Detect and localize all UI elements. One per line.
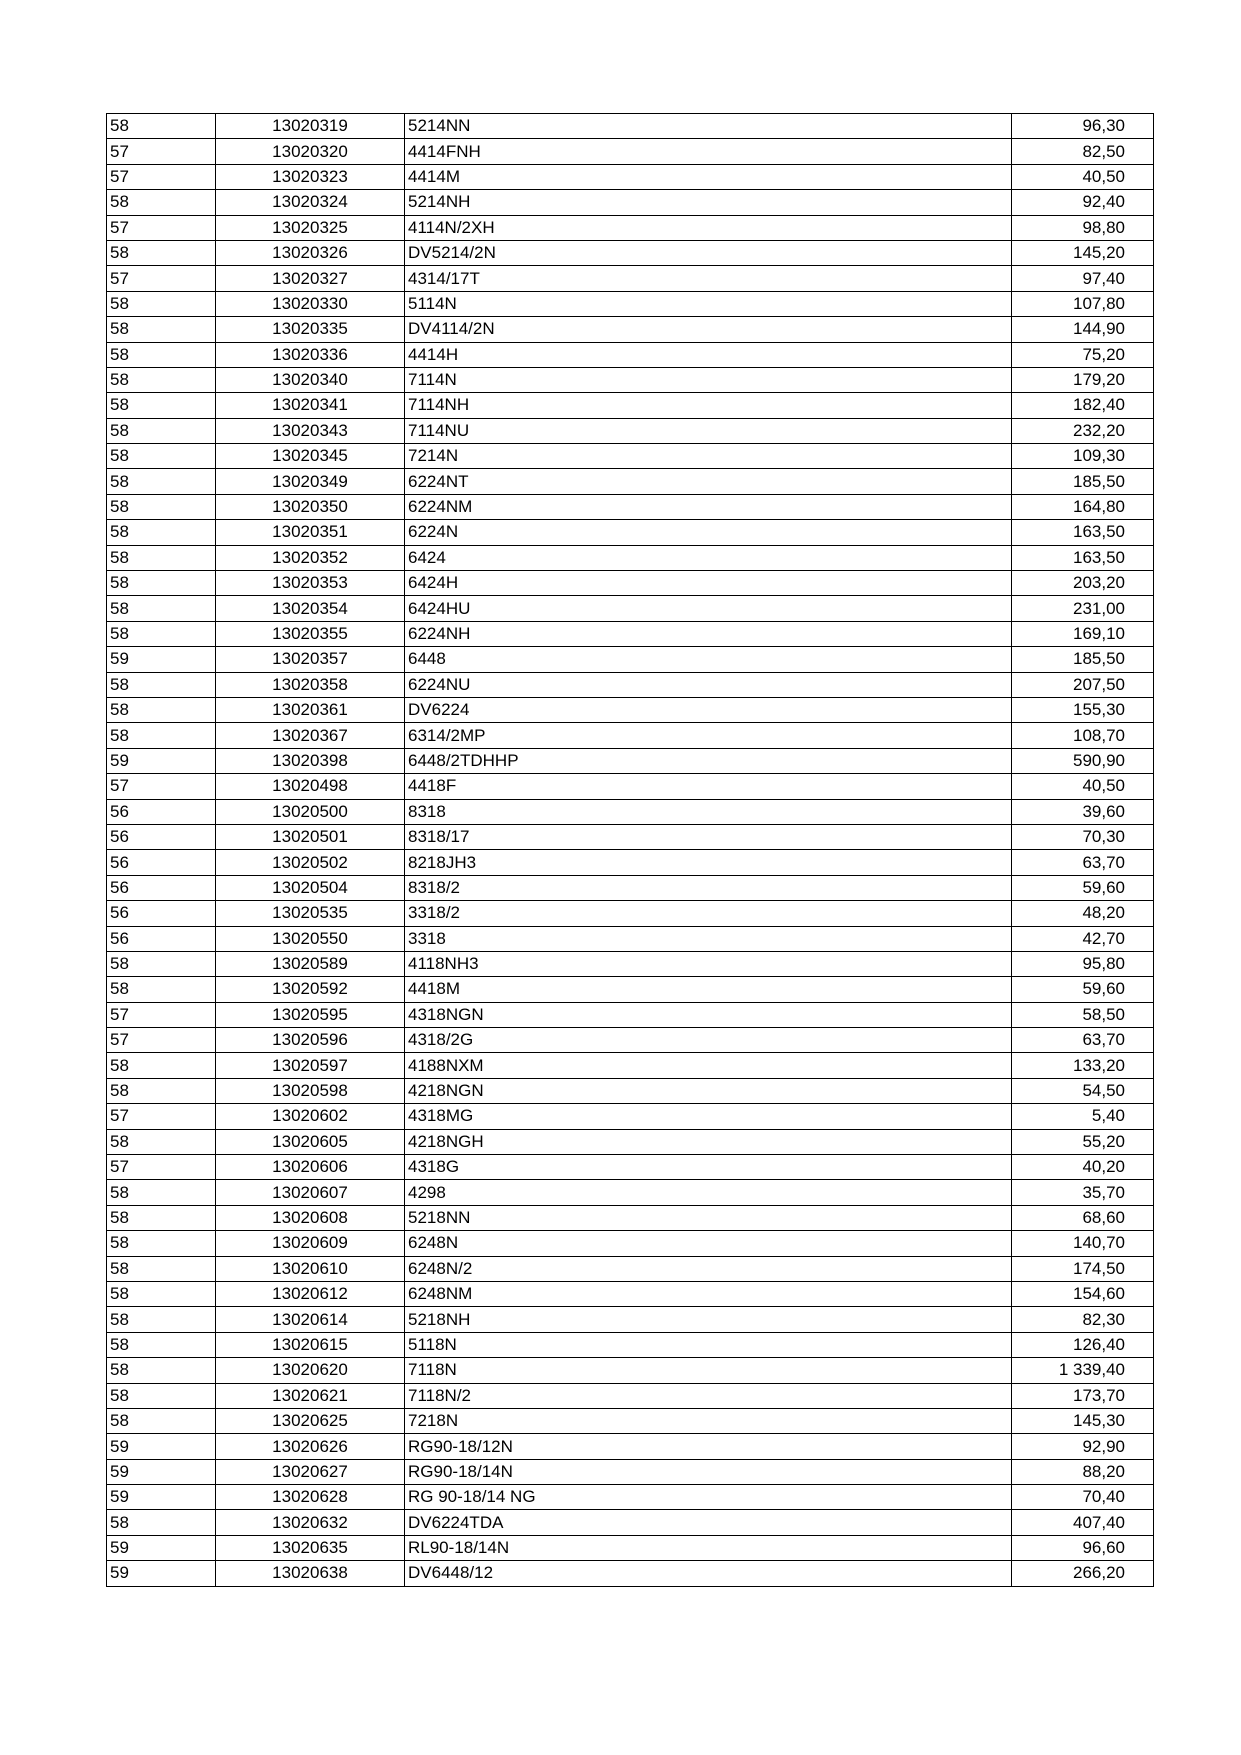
model-cell: 5214NH — [405, 190, 1012, 215]
model-cell: 7114N — [405, 367, 1012, 392]
group-cell: 58 — [107, 1281, 216, 1306]
group-cell: 58 — [107, 1231, 216, 1256]
table-row — [107, 1434, 1154, 1459]
article-code-cell: 13020504 — [216, 875, 405, 900]
group-cell: 57 — [107, 1104, 216, 1129]
table-row — [107, 1028, 1154, 1053]
model-cell: 4318MG — [405, 1104, 1012, 1129]
group-cell: 57 — [107, 215, 216, 240]
table-row — [107, 875, 1154, 900]
article-code-cell: 13020336 — [216, 342, 405, 367]
model-cell: 7118N — [405, 1358, 1012, 1383]
model-cell: 5218NN — [405, 1205, 1012, 1230]
table-row — [107, 1561, 1154, 1586]
table-row — [107, 748, 1154, 773]
price-cell: 155,30 — [1012, 697, 1154, 722]
model-cell: 4418F — [405, 774, 1012, 799]
table-row — [107, 774, 1154, 799]
group-cell: 58 — [107, 342, 216, 367]
price-cell: 95,80 — [1012, 951, 1154, 976]
model-cell: 4118NH3 — [405, 951, 1012, 976]
group-cell: 58 — [107, 697, 216, 722]
article-code-cell: 13020614 — [216, 1307, 405, 1332]
price-cell: 144,90 — [1012, 317, 1154, 342]
price-cell: 185,50 — [1012, 469, 1154, 494]
price-cell: 107,80 — [1012, 291, 1154, 316]
model-cell: DV5214/2N — [405, 240, 1012, 265]
article-code-cell: 13020319 — [216, 114, 405, 139]
group-cell: 57 — [107, 266, 216, 291]
group-cell: 58 — [107, 469, 216, 494]
group-cell: 58 — [107, 1053, 216, 1078]
group-cell: 57 — [107, 164, 216, 189]
table-row — [107, 1459, 1154, 1484]
price-cell: 88,20 — [1012, 1459, 1154, 1484]
table-row — [107, 139, 1154, 164]
model-cell: 4218NGN — [405, 1078, 1012, 1103]
group-cell: 57 — [107, 1028, 216, 1053]
article-code-cell: 13020343 — [216, 418, 405, 443]
article-code-cell: 13020350 — [216, 494, 405, 519]
price-cell: 40,50 — [1012, 164, 1154, 189]
price-cell: 173,70 — [1012, 1383, 1154, 1408]
price-cell: 266,20 — [1012, 1561, 1154, 1586]
article-code-cell: 13020610 — [216, 1256, 405, 1281]
model-cell: 6224NM — [405, 494, 1012, 519]
table-row — [107, 1485, 1154, 1510]
table-row — [107, 571, 1154, 596]
model-cell: RG 90-18/14 NG — [405, 1485, 1012, 1510]
table-row — [107, 494, 1154, 519]
price-cell: 182,40 — [1012, 393, 1154, 418]
model-cell: 4318NGN — [405, 1002, 1012, 1027]
group-cell: 58 — [107, 114, 216, 139]
table-row — [107, 1078, 1154, 1103]
model-cell: DV6224 — [405, 697, 1012, 722]
table-row — [107, 393, 1154, 418]
table-row — [107, 723, 1154, 748]
price-cell: 40,20 — [1012, 1155, 1154, 1180]
article-code-cell: 13020354 — [216, 596, 405, 621]
price-cell: 145,20 — [1012, 240, 1154, 265]
price-cell: 174,50 — [1012, 1256, 1154, 1281]
price-cell: 5,40 — [1012, 1104, 1154, 1129]
group-cell: 56 — [107, 875, 216, 900]
article-code-cell: 13020589 — [216, 951, 405, 976]
table-row — [107, 621, 1154, 646]
table-row — [107, 164, 1154, 189]
article-code-cell: 13020550 — [216, 926, 405, 951]
table-row — [107, 1155, 1154, 1180]
model-cell: 3318 — [405, 926, 1012, 951]
article-code-cell: 13020602 — [216, 1104, 405, 1129]
table-row — [107, 545, 1154, 570]
article-code-cell: 13020625 — [216, 1408, 405, 1433]
group-cell: 57 — [107, 1002, 216, 1027]
group-cell: 58 — [107, 393, 216, 418]
table-row — [107, 520, 1154, 545]
table-row — [107, 1408, 1154, 1433]
group-cell: 58 — [107, 520, 216, 545]
price-cell: 140,70 — [1012, 1231, 1154, 1256]
price-cell: 70,30 — [1012, 824, 1154, 849]
model-cell: 3318/2 — [405, 901, 1012, 926]
table-row — [107, 1332, 1154, 1357]
price-cell: 145,30 — [1012, 1408, 1154, 1433]
article-code-cell: 13020627 — [216, 1459, 405, 1484]
model-cell: 6224NU — [405, 672, 1012, 697]
price-cell: 590,90 — [1012, 748, 1154, 773]
group-cell: 58 — [107, 190, 216, 215]
price-cell: 92,90 — [1012, 1434, 1154, 1459]
table-row — [107, 1510, 1154, 1535]
model-cell: 4414H — [405, 342, 1012, 367]
article-code-cell: 13020595 — [216, 1002, 405, 1027]
table-row — [107, 697, 1154, 722]
article-code-cell: 13020335 — [216, 317, 405, 342]
table-row — [107, 418, 1154, 443]
article-code-cell: 13020323 — [216, 164, 405, 189]
article-code-cell: 13020326 — [216, 240, 405, 265]
group-cell: 56 — [107, 824, 216, 849]
article-code-cell: 13020605 — [216, 1129, 405, 1154]
model-cell: 5218NH — [405, 1307, 1012, 1332]
table-row — [107, 1307, 1154, 1332]
price-cell: 163,50 — [1012, 520, 1154, 545]
article-code-cell: 13020635 — [216, 1535, 405, 1560]
article-code-cell: 13020607 — [216, 1180, 405, 1205]
group-cell: 58 — [107, 418, 216, 443]
group-cell: 59 — [107, 748, 216, 773]
model-cell: RG90-18/14N — [405, 1459, 1012, 1484]
group-cell: 58 — [107, 723, 216, 748]
table-row — [107, 367, 1154, 392]
model-cell: 4314/17T — [405, 266, 1012, 291]
article-code-cell: 13020325 — [216, 215, 405, 240]
group-cell: 58 — [107, 1510, 216, 1535]
price-cell: 63,70 — [1012, 850, 1154, 875]
table-row — [107, 1535, 1154, 1560]
article-code-cell: 13020608 — [216, 1205, 405, 1230]
table-row — [107, 215, 1154, 240]
article-code-cell: 13020330 — [216, 291, 405, 316]
table-row — [107, 850, 1154, 875]
table-row — [107, 1256, 1154, 1281]
price-cell: 207,50 — [1012, 672, 1154, 697]
model-cell: 6424H — [405, 571, 1012, 596]
group-cell: 58 — [107, 240, 216, 265]
price-table — [106, 113, 1154, 1587]
model-cell: 6448/2TDHHP — [405, 748, 1012, 773]
table-row — [107, 596, 1154, 621]
model-cell: 5214NN — [405, 114, 1012, 139]
price-cell: 169,10 — [1012, 621, 1154, 646]
article-code-cell: 13020596 — [216, 1028, 405, 1053]
price-cell: 42,70 — [1012, 926, 1154, 951]
article-code-cell: 13020367 — [216, 723, 405, 748]
price-cell: 59,60 — [1012, 977, 1154, 1002]
article-code-cell: 13020361 — [216, 697, 405, 722]
price-cell: 82,30 — [1012, 1307, 1154, 1332]
price-cell: 97,40 — [1012, 266, 1154, 291]
group-cell: 58 — [107, 1383, 216, 1408]
model-cell: 4114N/2XH — [405, 215, 1012, 240]
table-row — [107, 1383, 1154, 1408]
table-row — [107, 1129, 1154, 1154]
model-cell: 4418M — [405, 977, 1012, 1002]
group-cell: 58 — [107, 1332, 216, 1357]
table-row — [107, 1231, 1154, 1256]
article-code-cell: 13020498 — [216, 774, 405, 799]
group-cell: 56 — [107, 901, 216, 926]
table-row — [107, 291, 1154, 316]
group-cell: 58 — [107, 1307, 216, 1332]
price-cell: 54,50 — [1012, 1078, 1154, 1103]
price-cell: 75,20 — [1012, 342, 1154, 367]
price-cell: 96,60 — [1012, 1535, 1154, 1560]
price-cell: 407,40 — [1012, 1510, 1154, 1535]
group-cell: 59 — [107, 1485, 216, 1510]
table-row — [107, 1358, 1154, 1383]
model-cell: 4218NGH — [405, 1129, 1012, 1154]
article-code-cell: 13020592 — [216, 977, 405, 1002]
model-cell: DV6448/12 — [405, 1561, 1012, 1586]
group-cell: 59 — [107, 647, 216, 672]
article-code-cell: 13020349 — [216, 469, 405, 494]
article-code-cell: 13020358 — [216, 672, 405, 697]
group-cell: 57 — [107, 139, 216, 164]
group-cell: 58 — [107, 1180, 216, 1205]
table-row — [107, 114, 1154, 139]
article-code-cell: 13020341 — [216, 393, 405, 418]
model-cell: 7118N/2 — [405, 1383, 1012, 1408]
price-cell: 154,60 — [1012, 1281, 1154, 1306]
price-cell: 126,40 — [1012, 1332, 1154, 1357]
article-code-cell: 13020324 — [216, 190, 405, 215]
price-cell: 39,60 — [1012, 799, 1154, 824]
model-cell: 8318/2 — [405, 875, 1012, 900]
model-cell: 8318/17 — [405, 824, 1012, 849]
group-cell: 56 — [107, 799, 216, 824]
article-code-cell: 13020327 — [216, 266, 405, 291]
article-code-cell: 13020626 — [216, 1434, 405, 1459]
price-cell: 63,70 — [1012, 1028, 1154, 1053]
price-cell: 203,20 — [1012, 571, 1154, 596]
table-row — [107, 1002, 1154, 1027]
group-cell: 59 — [107, 1535, 216, 1560]
article-code-cell: 13020620 — [216, 1358, 405, 1383]
article-code-cell: 13020352 — [216, 545, 405, 570]
price-cell: 108,70 — [1012, 723, 1154, 748]
model-cell: 6314/2MP — [405, 723, 1012, 748]
model-cell: 4318G — [405, 1155, 1012, 1180]
article-code-cell: 13020615 — [216, 1332, 405, 1357]
group-cell: 59 — [107, 1459, 216, 1484]
group-cell: 58 — [107, 367, 216, 392]
table-row — [107, 951, 1154, 976]
model-cell: 6424 — [405, 545, 1012, 570]
price-cell: 164,80 — [1012, 494, 1154, 519]
article-code-cell: 13020340 — [216, 367, 405, 392]
article-code-cell: 13020606 — [216, 1155, 405, 1180]
group-cell: 58 — [107, 1358, 216, 1383]
model-cell: 4414M — [405, 164, 1012, 189]
article-code-cell: 13020353 — [216, 571, 405, 596]
price-cell: 59,60 — [1012, 875, 1154, 900]
group-cell: 58 — [107, 444, 216, 469]
article-code-cell: 13020535 — [216, 901, 405, 926]
article-code-cell: 13020638 — [216, 1561, 405, 1586]
price-cell: 70,40 — [1012, 1485, 1154, 1510]
model-cell: 7214N — [405, 444, 1012, 469]
model-cell: 6224N — [405, 520, 1012, 545]
group-cell: 58 — [107, 1408, 216, 1433]
price-cell: 163,50 — [1012, 545, 1154, 570]
group-cell: 58 — [107, 977, 216, 1002]
price-cell: 96,30 — [1012, 114, 1154, 139]
model-cell: 6248NM — [405, 1281, 1012, 1306]
group-cell: 58 — [107, 494, 216, 519]
table-row — [107, 240, 1154, 265]
table-row — [107, 266, 1154, 291]
model-cell: 5114N — [405, 291, 1012, 316]
table-row — [107, 1281, 1154, 1306]
article-code-cell: 13020355 — [216, 621, 405, 646]
article-code-cell: 13020612 — [216, 1281, 405, 1306]
table-row — [107, 672, 1154, 697]
group-cell: 58 — [107, 545, 216, 570]
article-code-cell: 13020357 — [216, 647, 405, 672]
price-cell: 109,30 — [1012, 444, 1154, 469]
table-row — [107, 977, 1154, 1002]
model-cell: DV6224TDA — [405, 1510, 1012, 1535]
model-cell: 6424HU — [405, 596, 1012, 621]
model-cell: RG90-18/12N — [405, 1434, 1012, 1459]
price-cell: 232,20 — [1012, 418, 1154, 443]
group-cell: 58 — [107, 1129, 216, 1154]
article-code-cell: 13020628 — [216, 1485, 405, 1510]
group-cell: 58 — [107, 621, 216, 646]
model-cell: 7114NH — [405, 393, 1012, 418]
price-cell: 92,40 — [1012, 190, 1154, 215]
price-cell: 1 339,40 — [1012, 1358, 1154, 1383]
group-cell: 58 — [107, 1256, 216, 1281]
model-cell: 8218JH3 — [405, 850, 1012, 875]
group-cell: 58 — [107, 672, 216, 697]
group-cell: 58 — [107, 291, 216, 316]
table-row — [107, 444, 1154, 469]
model-cell: 4188NXM — [405, 1053, 1012, 1078]
table-row — [107, 799, 1154, 824]
article-code-cell: 13020502 — [216, 850, 405, 875]
article-code-cell: 13020500 — [216, 799, 405, 824]
price-cell: 40,50 — [1012, 774, 1154, 799]
group-cell: 59 — [107, 1434, 216, 1459]
model-cell: 6224NT — [405, 469, 1012, 494]
table-row — [107, 342, 1154, 367]
table-row — [107, 1205, 1154, 1230]
table-row — [107, 190, 1154, 215]
article-code-cell: 13020609 — [216, 1231, 405, 1256]
table-row — [107, 317, 1154, 342]
model-cell: 4318/2G — [405, 1028, 1012, 1053]
group-cell: 56 — [107, 926, 216, 951]
group-cell: 57 — [107, 1155, 216, 1180]
model-cell: 4414FNH — [405, 139, 1012, 164]
table-row — [107, 824, 1154, 849]
table-row — [107, 1104, 1154, 1129]
model-cell: 8318 — [405, 799, 1012, 824]
price-cell: 55,20 — [1012, 1129, 1154, 1154]
model-cell: 6248N/2 — [405, 1256, 1012, 1281]
group-cell: 58 — [107, 317, 216, 342]
model-cell: 7218N — [405, 1408, 1012, 1433]
group-cell: 57 — [107, 774, 216, 799]
article-code-cell: 13020621 — [216, 1383, 405, 1408]
table-row — [107, 469, 1154, 494]
model-cell: RL90-18/14N — [405, 1535, 1012, 1560]
group-cell: 58 — [107, 1205, 216, 1230]
article-code-cell: 13020351 — [216, 520, 405, 545]
price-table-body — [107, 114, 1154, 1587]
article-code-cell: 13020632 — [216, 1510, 405, 1535]
group-cell: 58 — [107, 596, 216, 621]
price-cell: 179,20 — [1012, 367, 1154, 392]
model-cell: 6224NH — [405, 621, 1012, 646]
table-row — [107, 901, 1154, 926]
article-code-cell: 13020597 — [216, 1053, 405, 1078]
model-cell: DV4114/2N — [405, 317, 1012, 342]
article-code-cell: 13020345 — [216, 444, 405, 469]
group-cell: 58 — [107, 571, 216, 596]
article-code-cell: 13020320 — [216, 139, 405, 164]
group-cell: 58 — [107, 951, 216, 976]
article-code-cell: 13020398 — [216, 748, 405, 773]
price-cell: 58,50 — [1012, 1002, 1154, 1027]
article-code-cell: 13020598 — [216, 1078, 405, 1103]
table-row — [107, 1053, 1154, 1078]
table-row — [107, 1180, 1154, 1205]
price-cell: 82,50 — [1012, 139, 1154, 164]
price-cell: 231,00 — [1012, 596, 1154, 621]
price-cell: 185,50 — [1012, 647, 1154, 672]
model-cell: 7114NU — [405, 418, 1012, 443]
price-cell: 35,70 — [1012, 1180, 1154, 1205]
price-cell: 133,20 — [1012, 1053, 1154, 1078]
article-code-cell: 13020501 — [216, 824, 405, 849]
price-cell: 98,80 — [1012, 215, 1154, 240]
table-row — [107, 647, 1154, 672]
model-cell: 6448 — [405, 647, 1012, 672]
model-cell: 5118N — [405, 1332, 1012, 1357]
group-cell: 58 — [107, 1078, 216, 1103]
model-cell: 6248N — [405, 1231, 1012, 1256]
price-cell: 48,20 — [1012, 901, 1154, 926]
model-cell: 4298 — [405, 1180, 1012, 1205]
table-row — [107, 926, 1154, 951]
group-cell: 59 — [107, 1561, 216, 1586]
group-cell: 56 — [107, 850, 216, 875]
price-cell: 68,60 — [1012, 1205, 1154, 1230]
